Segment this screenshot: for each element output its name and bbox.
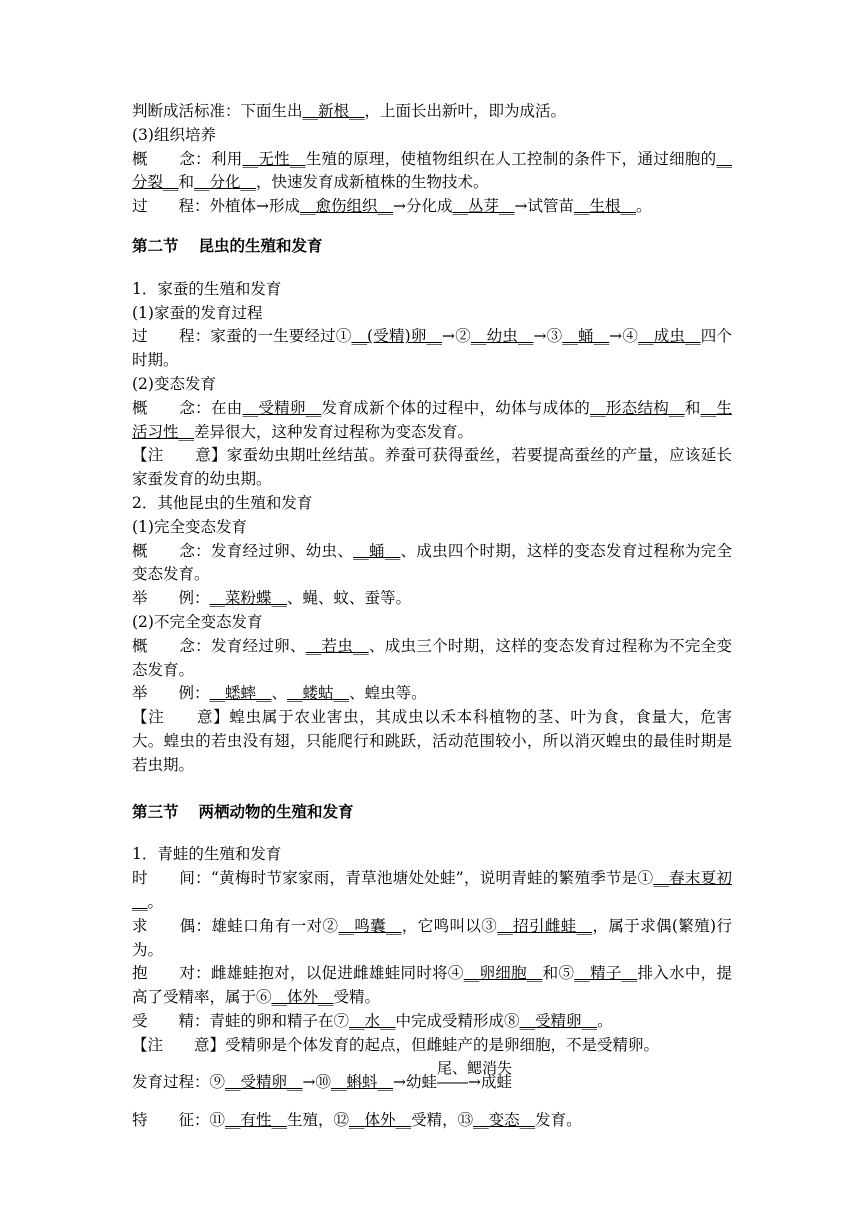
note-paragraph: 【注 意】受精卵是个体发育的起点，但雌蛙产的是卵细胞，不是受精卵。 [132, 1035, 660, 1054]
section-heading-2 [132, 234, 732, 258]
text: 和⑤ [542, 964, 575, 983]
section-number: 第三节 [132, 801, 179, 821]
paragraph-process [132, 195, 732, 219]
section-title: 昆虫的生殖和发育 [198, 235, 323, 255]
paragraph-development-process [132, 1059, 732, 1095]
text: 判断成活标准：下面生出 [132, 102, 303, 120]
text: 。 [636, 197, 652, 216]
text: →④ [609, 327, 639, 346]
text: 概 念：利用 [132, 149, 243, 168]
text: 举 例： [132, 589, 210, 608]
text: 、 [271, 684, 288, 703]
text: 。 [147, 892, 164, 911]
text: 生殖，⑫ [287, 1111, 350, 1130]
sub-heading: (1)家蚕的发育过程 [132, 303, 263, 322]
answer-blank: __春末夏初__ [132, 869, 732, 911]
answer-blank: __丛芽__ [452, 197, 515, 216]
paragraph-success-standard [132, 100, 732, 124]
sub-heading: (2)变态发育 [132, 374, 216, 393]
answer-blank: __蟋蟀__ [209, 684, 272, 703]
answer-blank: __蝼蛄__ [287, 684, 350, 703]
paragraph-amplexus [132, 962, 732, 1010]
text: 、蝗虫等。 [349, 684, 427, 703]
text: →③ [533, 327, 563, 346]
text: 、成虫三个时期，这样的变态发育过程称为不完全变态发育。 [132, 636, 732, 679]
text: 和 [684, 398, 701, 417]
item-heading: 2．其他昆虫的生殖和发育 [132, 493, 313, 512]
item-heading: 1．家蚕的生殖和发育 [132, 279, 282, 298]
section-number: 第二节 [132, 235, 179, 255]
text: →分化成 [393, 197, 453, 216]
note-paragraph: 【注 意】家蚕幼虫期吐丝结茧。养蚕可获得蚕丝，若要提高蚕丝的产量，应该延长家蚕发育的幼虫期。 [132, 446, 732, 489]
answer-blank: __若虫__ [305, 636, 369, 655]
arrow-icon: ――→ [437, 1073, 482, 1092]
paragraph-examples [132, 587, 732, 611]
paragraph-concept [132, 148, 732, 196]
answer-blank: __精子__ [574, 964, 638, 983]
answer-blank: __生根__ [574, 197, 637, 216]
answer-blank: __(受精)卵__ [351, 327, 443, 346]
text: 抱 对：雌雄蛙抱对，以促进雌雄蛙同时将④ [132, 964, 464, 983]
text: 概 念：在由 [132, 398, 243, 417]
answer-blank: __愈伤组织__ [300, 197, 394, 216]
text: ，它鸣叫以③ [401, 916, 498, 935]
paragraph-incomplete-metamorphosis [132, 635, 732, 683]
sub-heading: (1)完全变态发育 [132, 517, 247, 536]
text: 受精，⑬ [411, 1111, 474, 1130]
text: 中完成受精形成⑧ [395, 1011, 520, 1030]
text: 、蝇、蚊、蚕等。 [287, 589, 412, 608]
answer-blank: __受精卵__ [242, 398, 322, 417]
answer-blank: __有性__ [225, 1111, 288, 1130]
document-page [132, 100, 732, 1133]
paragraph-silkworm-process [132, 325, 732, 373]
answer-blank: __无性__ [242, 149, 306, 168]
answer-blank: __生活习性__ [132, 398, 732, 441]
heading-tissue-culture: (3)组织培养 [132, 125, 216, 144]
text: 求 偶：雄蛙口角有一对② [132, 916, 339, 935]
answer-blank: __形态结构__ [590, 398, 685, 417]
answer-blank: __新根__ [302, 102, 365, 120]
text: 概 念：发育经过卵、幼虫、 [132, 541, 354, 560]
answer-blank: __成虫__ [638, 327, 701, 346]
arrow-label: 尾、鳃消失 [437, 1059, 513, 1078]
text: ，快速发育成新植株的生物技术。 [256, 173, 489, 192]
text: ，属于求偶(繁殖)行为。 [132, 916, 732, 959]
item-heading: 1．青蛙的生殖和发育 [132, 845, 282, 864]
text: 过 程：外植体→形成 [132, 197, 300, 216]
answer-blank: __体外__ [271, 988, 334, 1007]
paragraph-features [132, 1109, 732, 1133]
text: 成蛙 [481, 1073, 513, 1092]
answer-blank: __招引雌蛙__ [497, 916, 593, 935]
paragraph-fertilization [132, 1010, 732, 1034]
text: →⑩ [302, 1073, 332, 1092]
paragraph-time [132, 867, 732, 915]
answer-blank: __变态__ [473, 1111, 536, 1130]
answer-blank: __受精卵__ [519, 1011, 598, 1030]
paragraph-examples [132, 682, 732, 706]
section-title: 两栖动物的生殖和发育 [198, 801, 354, 821]
answer-blank: __体外__ [349, 1111, 412, 1130]
text: 差异很大，这种发育过程称为变态发育。 [194, 422, 474, 441]
text: 受 精：青蛙的卵和精子在⑦ [132, 1011, 350, 1030]
answer-blank: __菜粉蝶__ [209, 589, 288, 608]
answer-blank: __幼虫__ [470, 327, 534, 346]
answer-blank: __分化__ [194, 173, 257, 192]
text: 。 [597, 1011, 613, 1030]
text: 、成虫四个时期，这样的变态发育过程称为完全变态发育。 [132, 541, 732, 584]
text: 举 例： [132, 684, 210, 703]
text: 排入水中，提高了受精率，属于⑥ [132, 964, 732, 1007]
answer-blank: __卵细胞__ [463, 964, 543, 983]
answer-blank: __鸣囊__ [338, 916, 402, 935]
sub-heading: (2)不完全变态发育 [132, 612, 263, 631]
note-paragraph: 【注 意】蝗虫属于农业害虫，其成虫以禾本科植物的茎、叶为食，食量大，危害大。蝗虫的若虫没有翅，只能爬行和跳跃，活动范围较小，所以消灭蝗虫的最佳时期是若虫期。 [132, 708, 732, 774]
answer-blank: __分裂__ [132, 149, 732, 192]
text: →② [442, 327, 471, 346]
text: 时 间：“黄梅时节家家雨，青草池塘处处蛙”，说明青蛙的繁殖季节是① [132, 869, 654, 888]
text: 过 程：家蚕的一生要经过① [132, 327, 352, 346]
paragraph-courtship [132, 915, 732, 963]
answer-blank: __受精卵__ [225, 1073, 303, 1092]
answer-blank: __蛹__ [562, 327, 610, 346]
text: ，上面长出新叶，即为成活。 [364, 102, 567, 120]
answer-blank: __蛹__ [353, 541, 401, 560]
text: 概 念：发育经过卵、 [132, 636, 306, 655]
answer-blank: __水__ [349, 1011, 396, 1030]
text: 受精。 [333, 988, 381, 1007]
text: 发育。 [535, 1111, 582, 1130]
text: →幼蛙 [393, 1073, 438, 1092]
text: 发育过程：⑨ [132, 1073, 226, 1092]
paragraph-metamorphosis [132, 397, 732, 445]
text: 生殖的原理，使植物组织在人工控制的条件下，通过细胞的 [305, 149, 717, 168]
text: 发育成新个体的过程中，幼体与成体的 [321, 398, 591, 417]
section-heading-3 [132, 800, 732, 824]
text: 和 [178, 173, 195, 192]
text: 四个时期。 [132, 327, 732, 370]
answer-blank: __蝌蚪__ [331, 1073, 394, 1092]
text: 特 征：⑪ [132, 1111, 226, 1130]
paragraph-complete-metamorphosis [132, 540, 732, 588]
text: →试管苗 [514, 197, 575, 216]
